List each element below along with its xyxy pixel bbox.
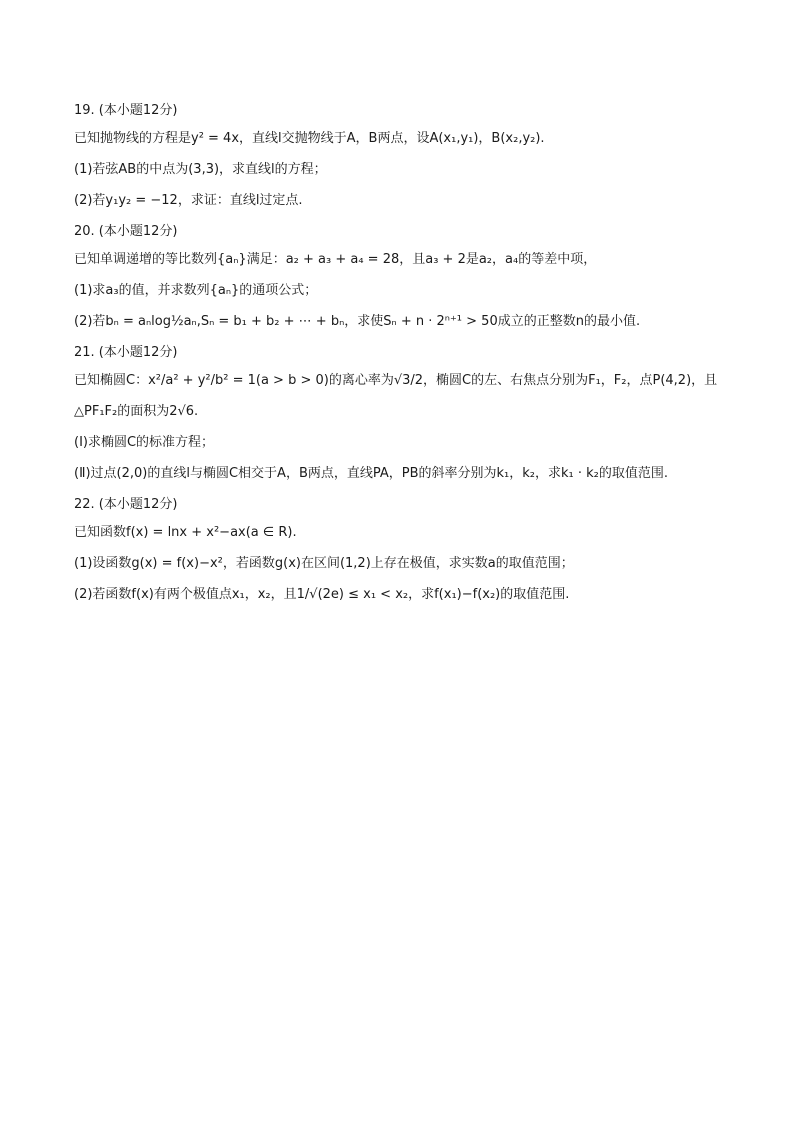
- problem-20: [74, 222, 734, 332]
- problem-part-1: (1)若弦AB的中点为(3,3)，求直线l的方程；: [74, 162, 327, 177]
- problem-part-1: (1)设函数g(x) = f(x)−x²，若函数g(x)在区间(1,2)上存在极值，求实数a的取值范围；: [74, 556, 574, 571]
- problem-heading: 19. (本小题12分): [74, 103, 178, 118]
- problem-statement: 已知抛物线的方程是y² = 4x，直线l交抛物线于A，B两点，设A(x₁,y₁)，B(x₂,y₂).: [74, 131, 545, 146]
- problem-part-1: (1)求a₃的值，并求数列{aₙ}的通项公式；: [74, 283, 318, 298]
- problem-part-1: (Ⅰ)求椭圆C的标准方程；: [74, 435, 215, 450]
- problem-heading: 20. (本小题12分): [74, 224, 178, 239]
- problem-21: [74, 343, 734, 484]
- problem-part-2: (2)若y₁y₂ = −12，求证：直线l过定点.: [74, 193, 303, 208]
- problem-part-2: (2)若函数f(x)有两个极值点x₁，x₂，且1/√(2e) ≤ x₁ < x₂，求f(x₁)−f(x₂)的取值范围.: [74, 587, 570, 602]
- problem-part-2: (Ⅱ)过点(2,0)的直线l与椭圆C相交于A，B两点，直线PA，PB的斜率分别为k₁，k₂，求k₁ · k₂的取值范围.: [74, 466, 669, 481]
- problem-statement: 已知函数f(x) = lnx + x²−ax(a ∈ R).: [74, 525, 297, 540]
- problem-statement: 已知单调递增的等比数列{aₙ}满足：a₂ + a₃ + a₄ = 28，且a₃ + 2是a₂，a₄的等差中项，: [74, 252, 597, 267]
- problem-heading: 22. (本小题12分): [74, 497, 178, 512]
- problem-19: [74, 101, 734, 211]
- problem-part-2: (2)若bₙ = aₙlog½aₙ,Sₙ = b₁ + b₂ + ⋯ + bₙ，求使Sₙ + n · 2ⁿ⁺¹ > 50成立的正整数n的最小值.: [74, 314, 641, 329]
- problem-statement: 已知椭圆C：x²/a² + y²/b² = 1(a > b > 0)的离心率为√3/2，椭圆C的左、右焦点分别为F₁，F₂，点P(4,2)，且: [74, 373, 718, 388]
- problem-heading: 21. (本小题12分): [74, 345, 178, 360]
- problem-22: [74, 495, 734, 605]
- problem-list: [74, 101, 734, 605]
- problem-statement-continued: △PF₁F₂的面积为2√6.: [74, 404, 199, 419]
